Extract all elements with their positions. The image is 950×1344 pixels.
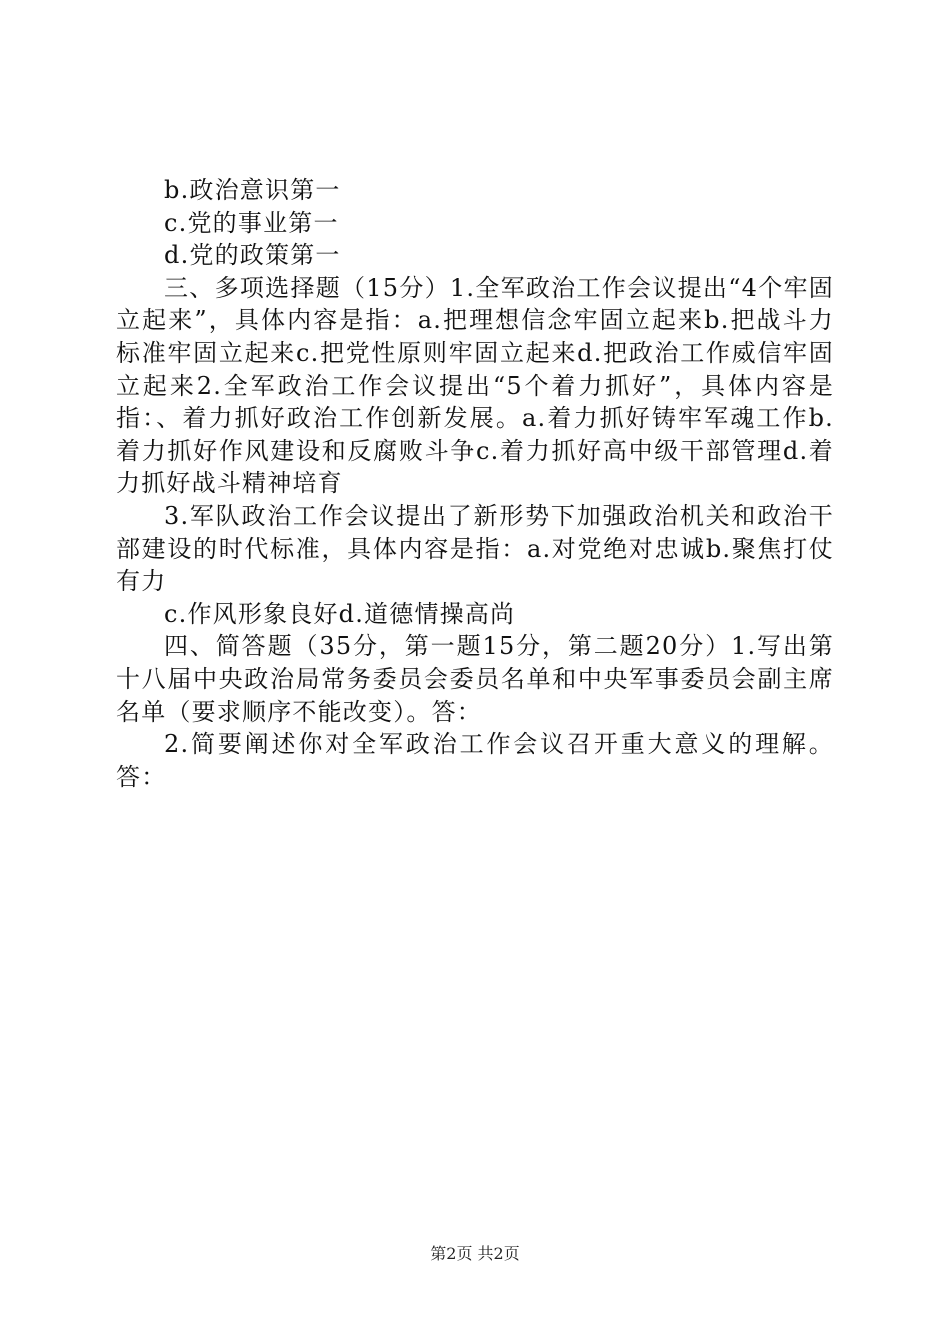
short-answer-question-2: 2.简要阐述你对全军政治工作会议召开重大意义的理解。答： xyxy=(116,730,834,791)
document-body xyxy=(116,174,834,793)
page-number-footer: 第2页 共2页 xyxy=(430,1244,520,1263)
section-short-answer: 四、简答题（35分，第一题15分，第二题20分）1.写出第十八届中央政治局常务委员会委员名单和中央军事委员会副主席名单（要求顺序不能改变）。答： xyxy=(116,632,834,726)
option-d: d.党的政策第一 xyxy=(164,241,341,270)
question-3: 3.军队政治工作会议提出了新形势下加强政治机关和政治干部建设的时代标准，具体内容是指：a.对党绝对忠诚b.聚焦打仗有力 xyxy=(116,501,834,596)
option-b: b.政治意识第一 xyxy=(164,176,341,204)
question-3-options: c.作风形象良好d.道德情操高尚 xyxy=(164,599,516,628)
option-c: c.党的事业第一 xyxy=(164,208,339,237)
section-multiple-choice: 三、多项选择题（15分）1.全军政治工作会议提出“4个牢固立起来”，具体内容是指：a.把理想信念牢固立起来b.把战斗力标准牢固立起来c.把党性原则牢固立起来d.把政治工作威信牢固立起来2.全军政治工作会议提出“5个着力抓好”，具体内容是指：、着力抓好政治工作创新发展。a.着力抓好铸牢军魂工作b.着力抓好作风建设和反腐败斗争c.着力抓好高中级干部管理d.着力抓好战斗精神培育 xyxy=(116,273,834,498)
